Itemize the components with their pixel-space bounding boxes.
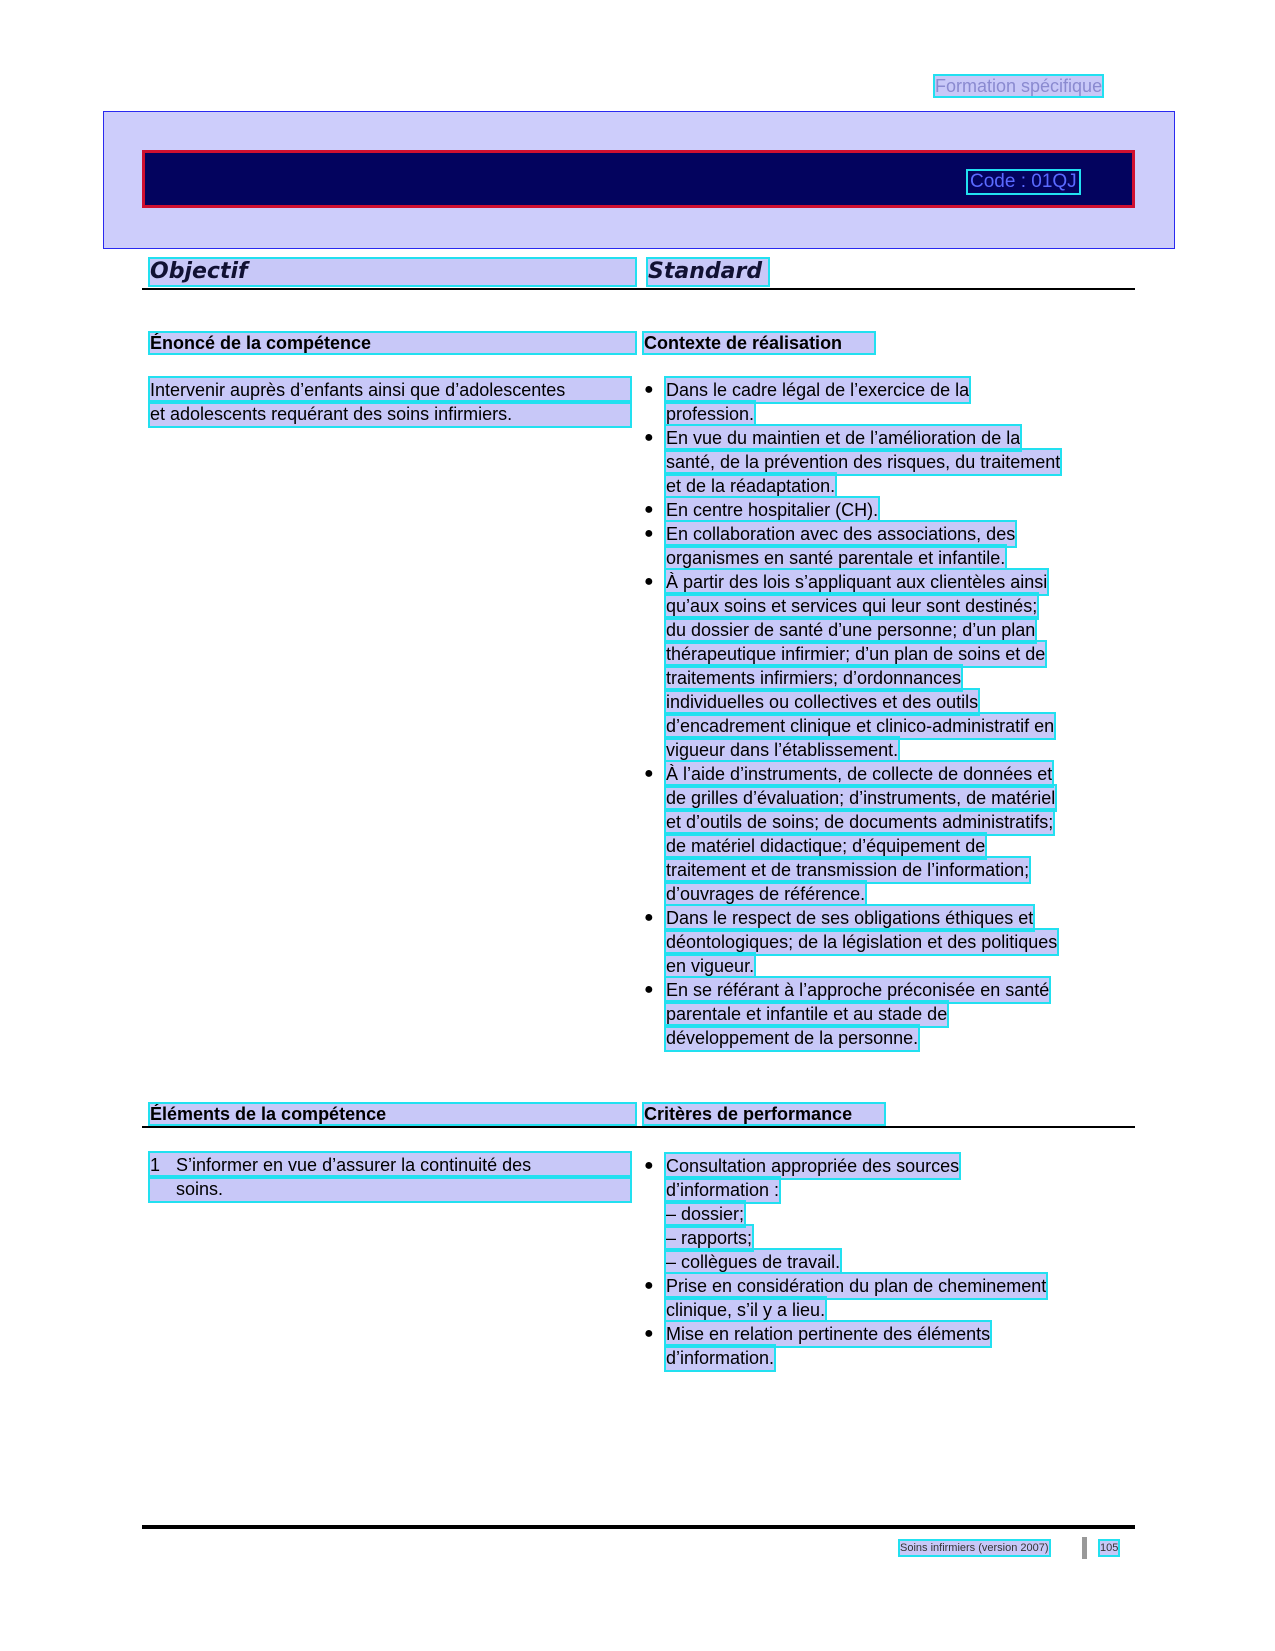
element-line: S’informer en vue d’assurer la continuité des [150,1153,630,1177]
list-item-line: d’ouvrages de référence. [666,884,866,904]
list-item-line: À l’aide d’instruments, de collecte de données et [666,764,1053,784]
bullet-icon: ● [644,981,654,998]
enonce-text [150,378,630,426]
list-item-line: en vigueur. [666,956,755,976]
list-item-line: vigueur dans l’établissement. [666,740,899,760]
contexte-heading: Contexte de réalisation [644,333,874,353]
list-item-line: Prise en considération du plan de cheminement [666,1276,1047,1296]
context-list [644,378,1130,1050]
objectif-heading: Objectif [150,259,635,285]
enonce-heading: Énoncé de la compétence [150,333,635,353]
sub-item: – collègues de travail. [666,1252,841,1272]
standard-heading: Standard [648,259,768,285]
list-item-line: Consultation appropriée des sources [666,1156,960,1176]
footer-separator [1082,1537,1087,1559]
list-item-line: Dans le respect de ses obligations éthiques et [666,908,1034,928]
program-label: Formation spécifique [935,76,1103,96]
bullet-icon: ● [644,765,654,782]
list-item-line: d’encadrement clinique et clinico-administratif en [666,716,1055,736]
list-item [644,978,1130,1050]
page-number: 105 [1100,1542,1119,1554]
list-item [644,570,1130,762]
list-item [644,762,1130,906]
bullet-icon: ● [644,525,654,542]
header-divider [142,288,1135,290]
list-item-line: En se référant à l’approche préconisée en santé [666,980,1050,1000]
list-item-line: Mise en relation pertinente des éléments [666,1324,991,1344]
list-item-line: organismes en santé parentale et infantile. [666,548,1006,568]
list-item [644,378,1130,426]
competency-code: Code : 01QJ [970,171,1077,192]
list-item-line: développement de la personne. [666,1028,919,1048]
list-item-line: traitement et de transmission de l’information; [666,860,1030,880]
bullet-icon: ● [644,501,654,518]
list-item-line: du dossier de santé d’une personne; d’un plan [666,620,1036,640]
criteres-heading: Critères de performance [644,1104,884,1124]
bullet-icon: ● [644,573,654,590]
list-item [644,522,1130,570]
bullet-icon: ● [644,1277,654,1294]
list-item-line: et d’outils de soins; de documents administratifs; [666,812,1054,832]
list-item [644,906,1130,978]
list-item-line: En collaboration avec des associations, des [666,524,1016,544]
bullet-icon: ● [644,1157,654,1174]
element-number: 1 [150,1155,161,1175]
list-item-line: d’information. [666,1348,775,1368]
list-item-line: d’information : [666,1180,780,1200]
enonce-line: et adolescents requérant des soins infirmiers. [150,402,630,426]
list-item-line: de matériel didactique; d’équipement de [666,836,986,856]
list-item-line: et de la réadaptation. [666,476,836,496]
list-item-line: individuelles ou collectives et des outils [666,692,979,712]
list-item-line: En centre hospitalier (CH). [666,500,879,520]
list-item-line: En vue du maintien et de l’amélioration de la [666,428,1021,448]
criteria-list [644,1154,1130,1370]
sub-item: – rapports; [666,1228,753,1248]
list-item-line: À partir des lois s’appliquant aux clientèles ainsi [666,572,1048,592]
element-item [150,1153,630,1201]
bullet-icon: ● [644,1325,654,1342]
list-item-line: santé, de la prévention des risques, du traitement [666,452,1061,472]
list-item [644,1154,1130,1274]
list-item-line: traitements infirmiers; d’ordonnances [666,668,962,688]
elements-divider [142,1126,1135,1128]
list-item [644,498,1130,522]
elements-heading: Éléments de la compétence [150,1104,635,1124]
list-item-line: clinique, s’il y a lieu. [666,1300,826,1320]
list-item-line: Dans le cadre légal de l’exercice de la [666,380,970,400]
list-item-line: parentale et infantile et au stade de [666,1004,948,1024]
list-item [644,426,1130,498]
enonce-line: Intervenir auprès d’enfants ainsi que d’adolescentes [150,378,630,402]
list-item-line: déontologiques; de la législation et des politiques [666,932,1058,952]
list-item-line: thérapeutique infirmier; d’un plan de soins et de [666,644,1046,664]
sub-item: – dossier; [666,1204,745,1224]
list-item [644,1274,1130,1322]
list-item [644,1322,1130,1370]
footer-text: Soins infirmiers (version 2007) [900,1542,1049,1554]
list-item-line: de grilles d’évaluation; d’instruments, de matériel [666,788,1056,808]
list-item-line: profession. [666,404,755,424]
element-line: soins. [150,1177,630,1201]
bullet-icon: ● [644,909,654,926]
bullet-icon: ● [644,381,654,398]
footer-rule [142,1525,1135,1529]
list-item-line: qu’aux soins et services qui leur sont destinés; [666,596,1038,616]
bullet-icon: ● [644,429,654,446]
